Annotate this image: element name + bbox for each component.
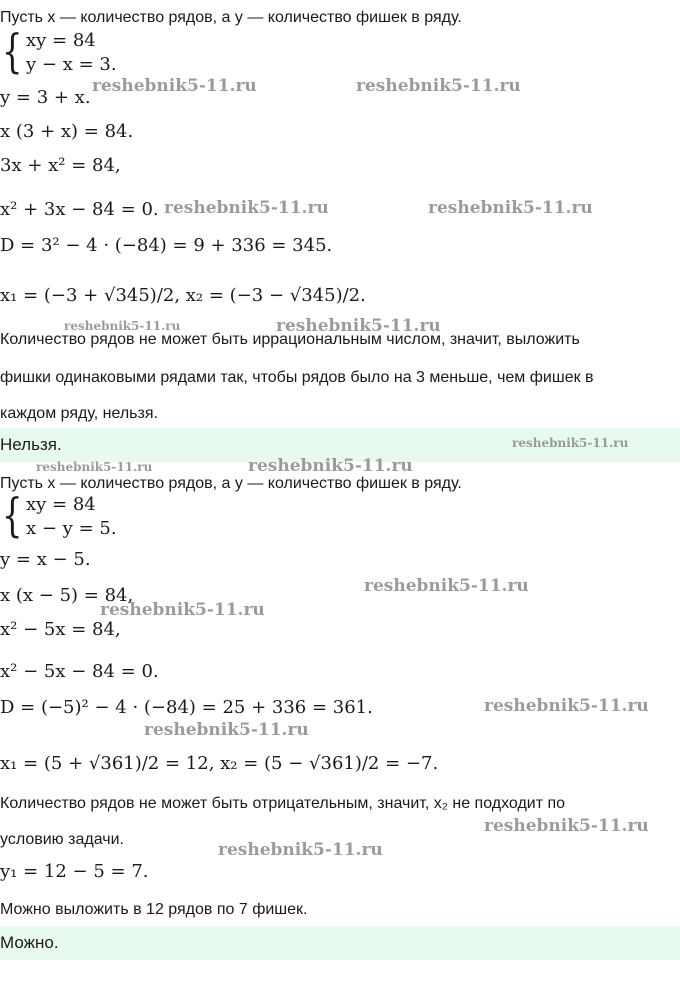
watermark: reshebnik5-11.ru: [356, 76, 521, 96]
watermark: reshebnik5-11.ru: [276, 316, 441, 336]
watermark: reshebnik5-11.ru: [484, 696, 649, 716]
part2-roots: x₁ = (5 + √361)/2 = 12, x₂ = (5 − √361)/2 = −7.: [0, 753, 439, 774]
watermark: reshebnik5-11.ru: [484, 816, 649, 836]
watermark: reshebnik5-11.ru: [36, 460, 153, 474]
watermark: reshebnik5-11.ru: [218, 840, 383, 860]
part2-answer-box: [0, 926, 680, 960]
part2-answer: Можно.: [0, 933, 59, 952]
part2-discriminant: D = (−5)² − 4 · (−84) = 25 + 336 = 361.: [0, 697, 373, 718]
part1-eq1: x (3 + x) = 84.: [0, 121, 134, 142]
part2-system-eq2: x − y = 5.: [26, 518, 117, 539]
part2-intro: Пусть x — количество рядов, а y — количество фишек в ряду.: [0, 475, 462, 492]
part2-y1: y₁ = 12 − 5 = 7.: [0, 861, 149, 882]
part2-eq2: x² − 5x = 84,: [0, 619, 121, 640]
part1-system-eq1: xy = 84: [26, 30, 96, 51]
watermark: reshebnik5-11.ru: [164, 198, 329, 218]
part1-conclusion-line1: Количество рядов не может быть иррациональным числом, значит, выложить: [0, 331, 580, 348]
watermark: reshebnik5-11.ru: [92, 76, 257, 96]
part1-eq2: 3x + x² = 84,: [0, 155, 121, 176]
part1-eq3: x² + 3x − 84 = 0.: [0, 199, 159, 220]
watermark: reshebnik5-11.ru: [100, 600, 265, 620]
part1-expr-y: y = 3 + x.: [0, 87, 91, 108]
part1-discriminant: D = 3² − 4 · (−84) = 9 + 336 = 345.: [0, 235, 333, 256]
part2-eq3: x² − 5x − 84 = 0.: [0, 661, 159, 682]
watermark: reshebnik5-11.ru: [64, 319, 181, 333]
part2-final: Можно выложить в 12 рядов по 7 фишек.: [0, 901, 308, 918]
watermark: reshebnik5-11.ru: [144, 720, 309, 740]
part1-intro: Пусть x — количество рядов, а y — количество фишек в ряду.: [0, 9, 462, 26]
part1-answer: Нельзя.: [0, 435, 62, 454]
watermark: reshebnik5-11.ru: [364, 576, 529, 596]
part2-system-eq1: xy = 84: [26, 494, 96, 515]
watermark: reshebnik5-11.ru: [248, 456, 413, 476]
part1-conclusion-line3: каждом ряду, нельзя.: [0, 405, 158, 422]
part2-conclusion-line2: условию задачи.: [0, 831, 124, 848]
brace-icon: {: [2, 24, 23, 78]
part2-expr-y: y = x − 5.: [0, 549, 91, 570]
watermark: reshebnik5-11.ru: [428, 198, 593, 218]
part1-system-eq2: y − x = 3.: [26, 54, 117, 75]
part1-conclusion-line2: фишки одинаковыми рядами так, чтобы рядов было на 3 меньше, чем фишек в: [0, 369, 594, 386]
brace-icon: {: [2, 488, 23, 542]
part2-conclusion-line1: Количество рядов не может быть отрицательным, значит, x₂ не подходит по: [0, 795, 566, 812]
watermark: reshebnik5-11.ru: [512, 436, 629, 450]
part1-roots: x₁ = (−3 + √345)/2, x₂ = (−3 − √345)/2.: [0, 285, 366, 306]
part2-eq1: x (x − 5) = 84,: [0, 585, 134, 606]
